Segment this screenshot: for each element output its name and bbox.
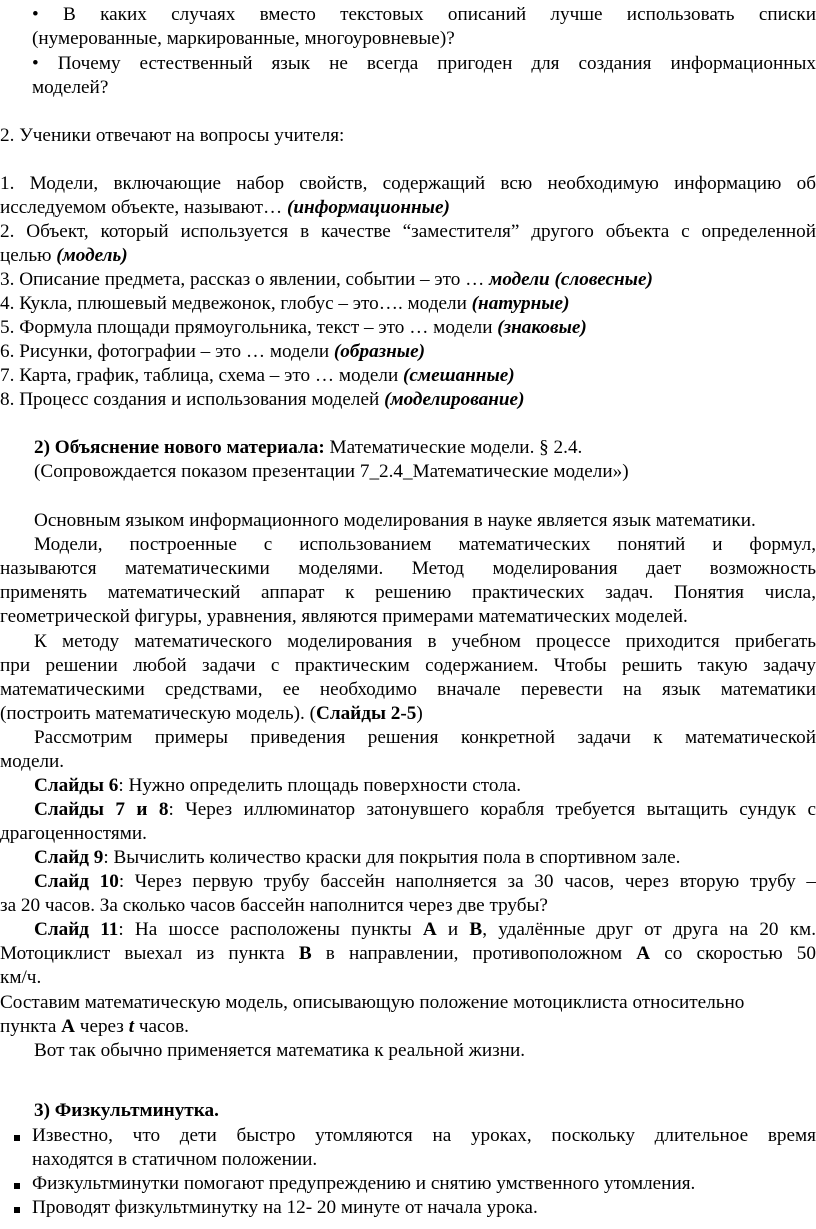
slide-10-task-line-1: Слайд 10: Через первую трубу бассейн наполняется за 30 часов, через вторую трубу – — [34, 871, 816, 892]
answer-2-line-2: целью (модель) — [0, 245, 128, 266]
paragraph-3-line-3: математическими средствами, ее необходимо вначале перевести на язык математики — [0, 679, 816, 700]
answer-1-line-2: исследуемом объекте, называют… (информационные) — [0, 197, 450, 218]
answer-2-term: (модель) — [56, 245, 128, 266]
square-bullet-icon — [14, 1183, 20, 1189]
paragraph-2-line-3: применять математический аппарат к решению практических задач. Понятия числа, — [0, 582, 816, 603]
paragraph-4-line-2: модели. — [0, 751, 65, 772]
paragraph-1: Основным языком информационного моделирования в науке является язык математики. — [34, 510, 756, 531]
slide-11-task-line-1: Слайд 11: На шоссе расположены пункты А и В, удалённые друг от друга на 20 км. — [34, 919, 816, 940]
question-1-line-1: • В каких случаях вместо текстовых описаний лучше использовать списки — [32, 4, 816, 25]
closing-sentence: Вот так обычно применяется математика к реальной жизни. — [34, 1040, 526, 1061]
bullet-2: Физкультминутки помогают предупреждению и снятию умственного утомления. — [32, 1173, 696, 1194]
answer-5-term: (знаковые) — [497, 317, 587, 338]
paragraph-3-line-2: при решении любой задачи с практическим содержанием. Чтобы решить такую задачу — [0, 655, 816, 676]
paragraph-3-line-1: К методу математического моделирования в учебном процессе приходится прибегать — [34, 631, 816, 652]
slide-11-task-line-2: Мотоциклист выехал из пункта В в направлении, противоположном А со скоростью 50 — [0, 943, 816, 964]
slide-11-task-line-3: км/ч. — [0, 967, 42, 988]
paragraph-2-line-4: геометрической фигуры, уравнения, являются примерами математических моделей. — [0, 606, 688, 627]
square-bullet-icon — [14, 1207, 20, 1213]
question-1-line-2: (нумерованные, маркированные, многоуровневые)? — [32, 28, 455, 49]
answer-3-term: модели (словесные) — [489, 269, 653, 290]
model-sentence-line-1: Составим математическую модель, описывающую положение мотоциклиста относительно — [0, 992, 745, 1013]
square-bullet-icon — [14, 1135, 20, 1141]
step-2-heading: 2. Ученики отвечают на вопросы учителя: — [0, 125, 345, 146]
slide-10-task-line-2: за 20 часов. За сколько часов бассейн наполнится через две трубы? — [0, 895, 548, 916]
question-2-line-1: • Почему естественный язык не всегда пригоден для создания информационных — [32, 53, 816, 74]
answer-7-term: (смешанные) — [403, 365, 515, 386]
paragraph-3-line-4: (построить математическую модель). (Слайды 2-5) — [0, 703, 423, 724]
answer-2-line-1: 2. Объект, который используется в качестве “заместителя” другого объекта с определенной — [0, 221, 816, 242]
answer-4: 4. Кукла, плюшевый медвежонок, глобус – это…. модели (натурные) — [0, 293, 570, 314]
question-2-line-2: моделей? — [32, 77, 109, 98]
answer-4-term: (натурные) — [471, 293, 570, 314]
bullet-1-line-2: находятся в статичном положении. — [32, 1149, 318, 1170]
paragraph-4-line-1: Рассмотрим примеры приведения решения конкретной задачи к математической — [34, 727, 816, 748]
answer-7: 7. Карта, график, таблица, схема – это … модели (смешанные) — [0, 365, 515, 386]
bullet-3: Проводят физкультминутку на 12- 20 минуте от начала урока. — [32, 1197, 538, 1218]
paragraph-2-line-2: называются математическими моделями. Метод моделирования дает возможность — [0, 558, 816, 579]
slide-6-task: Слайды 6: Нужно определить площадь поверхности стола. — [34, 775, 522, 796]
answer-8: 8. Процесс создания и использования моделей (моделирование) — [0, 389, 525, 410]
answer-1-term: (информационные) — [286, 197, 450, 218]
answer-6: 6. Рисунки, фотографии – это … модели (образные) — [0, 341, 426, 362]
section-3-heading: 3) Физкультминутка. — [34, 1100, 219, 1121]
slide-7-8-task-line-1: Слайды 7 и 8: Через иллюминатор затонувшего корабля требуется вытащить сундук с — [34, 799, 816, 820]
paragraph-2-line-1: Модели, построенные с использованием математических понятий и формул, — [34, 534, 816, 555]
answer-3: 3. Описание предмета, рассказ о явлении, событии – это … модели (словесные) — [0, 269, 653, 290]
answer-1-line-1: 1. Модели, включающие набор свойств, содержащий всю необходимую информацию об — [0, 173, 816, 194]
slide-9-task: Слайд 9: Вычислить количество краски для покрытия пола в спортивном зале. — [34, 847, 681, 868]
answer-8-term: (моделирование) — [384, 389, 525, 410]
slide-7-8-task-line-2: драгоценностями. — [0, 823, 147, 844]
bullet-1-line-1: Известно, что дети быстро утомляются на уроках, поскольку длительное время — [32, 1125, 816, 1146]
answer-6-term: (образные) — [333, 341, 426, 362]
answer-5: 5. Формула площади прямоугольника, текст – это … модели (знаковые) — [0, 317, 587, 338]
section-2-subheading: (Сопровождается показом презентации 7_2.4_Математические модели») — [34, 461, 629, 482]
section-2-heading: 2) Объяснение нового материала: Математические модели. § 2.4. — [34, 437, 583, 458]
model-sentence-line-2: пункта А через t часов. — [0, 1016, 189, 1037]
